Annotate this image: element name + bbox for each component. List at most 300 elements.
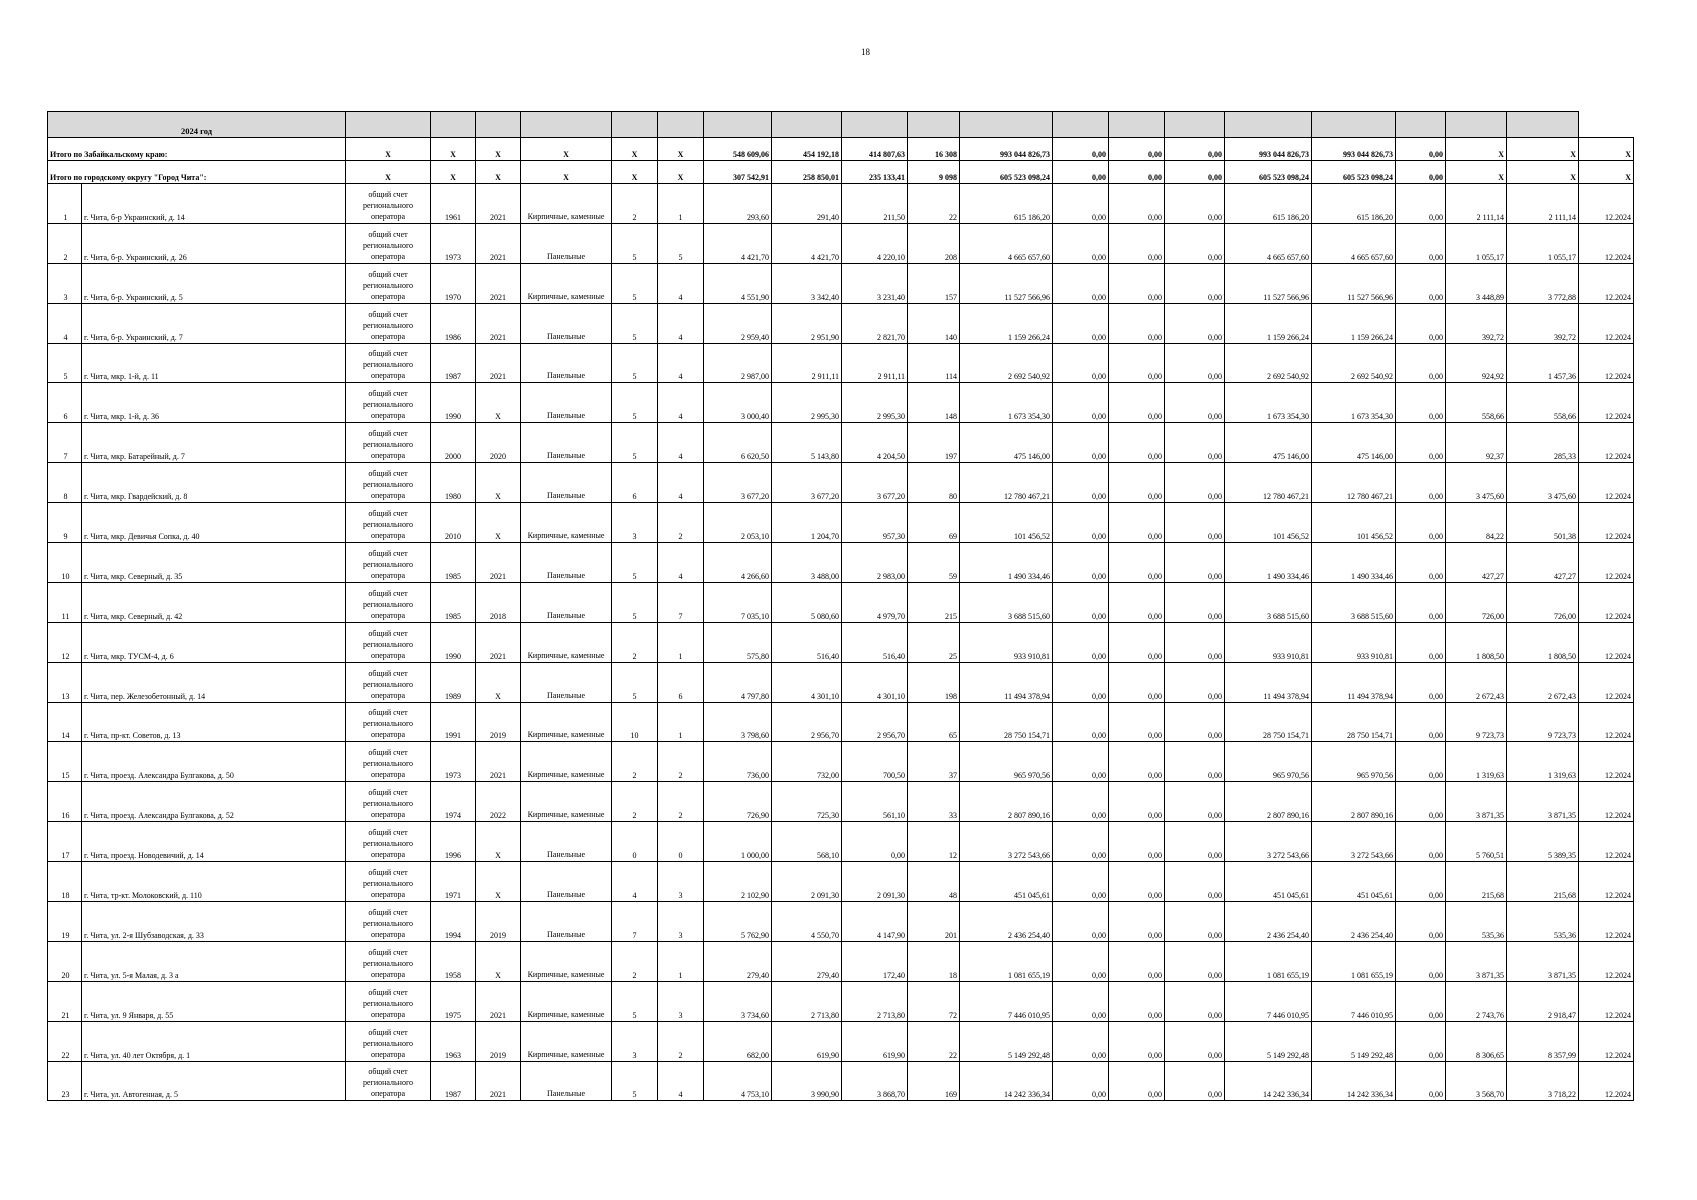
value-cell: 2 692 540,92 [1225,343,1312,383]
address-cell: г. Чита, тр-кт. Молоковский, д. 110 [82,862,346,902]
value-cell: 0,00 [1053,263,1109,303]
value-cell: 11 527 566,96 [1312,263,1396,303]
value-cell: 80 [908,463,960,503]
value-cell: 1 808,50 [1446,622,1507,662]
value-cell: 0,00 [1396,582,1446,622]
account-type-cell: общий счет регионального оператора [346,463,431,503]
built-year-cell: 1990 [431,383,476,423]
value-cell: 140 [908,303,960,343]
value-cell: 0,00 [1165,622,1225,662]
account-type-cell: общий счет регионального оператора [346,782,431,822]
value-cell: 2 951,90 [772,303,842,343]
value-cell: 12.2024 [1579,503,1634,543]
total-cell: X [612,161,658,184]
value-cell: 0,00 [1053,1021,1109,1061]
value-cell: 575,80 [704,622,772,662]
value-cell: 451 045,61 [960,862,1053,902]
address-cell: г. Чита, мкр. ТУСМ-4, д. 6 [82,622,346,662]
value-cell: 558,66 [1507,383,1579,423]
built-year-cell: 1986 [431,303,476,343]
entrances-cell: 7 [658,582,704,622]
wall-material-cell: Панельные [521,582,612,622]
value-cell: 957,30 [842,503,908,543]
value-cell: 0,00 [1053,503,1109,543]
wall-material-cell: Панельные [521,543,612,583]
value-cell: 12.2024 [1579,543,1634,583]
value-cell: 561,10 [842,782,908,822]
value-cell: 475 146,00 [1225,423,1312,463]
value-cell: 172,40 [842,941,908,981]
value-cell: 169 [908,1061,960,1101]
value-cell: 28 750 154,71 [960,702,1053,742]
account-type-cell: общий счет регионального оператора [346,1021,431,1061]
value-cell: 0,00 [1053,662,1109,702]
value-cell: 12.2024 [1579,343,1634,383]
value-cell: 2 436 254,40 [1225,902,1312,942]
value-cell: 0,00 [1053,543,1109,583]
account-type-cell: общий счет регионального оператора [346,582,431,622]
wall-material-cell: Панельные [521,463,612,503]
total-cell: 258 850,01 [772,161,842,184]
value-cell: 28 750 154,71 [1225,702,1312,742]
repair-year-cell: 2019 [476,1021,521,1061]
floors-cell: 10 [612,702,658,742]
repair-year-cell: 2021 [476,343,521,383]
total-cell: 993 044 826,73 [1312,138,1396,161]
account-type-cell: общий счет регионального оператора [346,503,431,543]
row-number: 4 [48,303,82,343]
value-cell: 965 970,56 [1312,742,1396,782]
value-cell: 5 149 292,48 [1225,1021,1312,1061]
value-cell: 7 446 010,95 [1225,981,1312,1021]
value-cell: 725,30 [772,782,842,822]
address-cell: г. Чита, ул. Автогенная, д. 5 [82,1061,346,1101]
value-cell: 215,68 [1507,862,1579,902]
value-cell: 0,00 [1396,1021,1446,1061]
value-cell: 0,00 [1396,662,1446,702]
wall-material-cell: Панельные [521,862,612,902]
row-number: 21 [48,981,82,1021]
value-cell: 0,00 [1109,263,1165,303]
built-year-cell: 1985 [431,543,476,583]
total-cell: 993 044 826,73 [1225,138,1312,161]
value-cell: 1 055,17 [1446,223,1507,263]
value-cell: 3 000,40 [704,383,772,423]
value-cell: 0,00 [1396,742,1446,782]
floors-cell: 3 [612,1021,658,1061]
year-header-row [48,112,1634,138]
floors-cell: 5 [612,303,658,343]
wall-material-cell: Панельные [521,303,612,343]
row-number: 10 [48,543,82,583]
address-cell: г. Чита, пр-кт. Советов, д. 13 [82,702,346,742]
floors-cell: 2 [612,742,658,782]
value-cell: 3 272 543,66 [1312,822,1396,862]
address-cell: г. Чита, б-р Украинский, д. 14 [82,184,346,224]
value-cell: 12.2024 [1579,981,1634,1021]
floors-cell: 4 [612,862,658,902]
address-cell: г. Чита, проезд. Александра Булгакова, д. 52 [82,782,346,822]
total-cell: X [476,161,521,184]
value-cell: 12.2024 [1579,862,1634,902]
value-cell: 6 620,50 [704,423,772,463]
value-cell: 157 [908,263,960,303]
value-cell: 12.2024 [1579,822,1634,862]
value-cell: 933 910,81 [1312,622,1396,662]
value-cell: 0,00 [1165,543,1225,583]
value-cell: 101 456,52 [1225,503,1312,543]
value-cell: 101 456,52 [1312,503,1396,543]
value-cell: 2 672,43 [1507,662,1579,702]
total-cell: 414 807,63 [842,138,908,161]
value-cell: 12.2024 [1579,782,1634,822]
value-cell: 198 [908,662,960,702]
value-cell: 208 [908,223,960,263]
total-cell: 993 044 826,73 [960,138,1053,161]
wall-material-cell: Панельные [521,902,612,942]
value-cell: 4 220,10 [842,223,908,263]
value-cell: 5 762,90 [704,902,772,942]
wall-material-cell: Кирпичные, каменные [521,981,612,1021]
floors-cell: 5 [612,263,658,303]
repair-year-cell: X [476,503,521,543]
value-cell: 2 111,14 [1507,184,1579,224]
value-cell: 59 [908,543,960,583]
value-cell: 0,00 [1109,742,1165,782]
value-cell: 2 807 890,16 [960,782,1053,822]
value-cell: 4 979,70 [842,582,908,622]
total-label: Итого по Забайкальскому краю: [48,138,346,161]
value-cell: 0,00 [1109,184,1165,224]
wall-material-cell: Панельные [521,223,612,263]
table-row [48,862,1634,902]
row-number: 20 [48,941,82,981]
value-cell: 3 448,89 [1446,263,1507,303]
value-cell: 11 527 566,96 [960,263,1053,303]
row-number: 8 [48,463,82,503]
value-cell: 0,00 [1396,1061,1446,1101]
row-number: 22 [48,1021,82,1061]
built-year-cell: 1987 [431,343,476,383]
built-year-cell: 1961 [431,184,476,224]
value-cell: 475 146,00 [1312,423,1396,463]
total-cell: X [658,161,704,184]
value-cell: 0,00 [1109,862,1165,902]
value-cell: 7 446 010,95 [1312,981,1396,1021]
value-cell: 451 045,61 [1225,862,1312,902]
entrances-cell: 2 [658,782,704,822]
floors-cell: 5 [612,423,658,463]
value-cell: 0,00 [1053,343,1109,383]
value-cell: 0,00 [1109,941,1165,981]
value-cell: 732,00 [772,742,842,782]
built-year-cell: 1980 [431,463,476,503]
value-cell: 48 [908,862,960,902]
repair-year-cell: 2018 [476,582,521,622]
value-cell: 114 [908,343,960,383]
value-cell: 0,00 [1165,383,1225,423]
repair-year-cell: 2021 [476,184,521,224]
value-cell: 12.2024 [1579,742,1634,782]
value-cell: 726,90 [704,782,772,822]
value-cell: 2 807 890,16 [1312,782,1396,822]
row-number: 1 [48,184,82,224]
value-cell: 726,00 [1507,582,1579,622]
wall-material-cell: Кирпичные, каменные [521,941,612,981]
built-year-cell: 1990 [431,622,476,662]
value-cell: 1 159 266,24 [1225,303,1312,343]
value-cell: 2 436 254,40 [960,902,1053,942]
value-cell: 69 [908,503,960,543]
table-row [48,1021,1634,1061]
address-cell: г. Чита, ул. 2-я Шубзаводская, д. 33 [82,902,346,942]
wall-material-cell: Панельные [521,662,612,702]
total-cell: X [1446,138,1507,161]
value-cell: 12.2024 [1579,1061,1634,1101]
total-cell: X [431,161,476,184]
value-cell: 215,68 [1446,862,1507,902]
entrances-cell: 1 [658,941,704,981]
value-cell: 2 987,00 [704,343,772,383]
value-cell: 682,00 [704,1021,772,1061]
built-year-cell: 1985 [431,582,476,622]
table-row [48,303,1634,343]
entrances-cell: 2 [658,503,704,543]
total-cell: 0,00 [1165,161,1225,184]
address-cell: г. Чита, мкр. 1-й, д. 36 [82,383,346,423]
value-cell: 2 102,90 [704,862,772,902]
repair-year-cell: 2019 [476,902,521,942]
value-cell: 5 149 292,48 [960,1021,1053,1061]
value-cell: 293,60 [704,184,772,224]
value-cell: 0,00 [1165,902,1225,942]
table-row [48,423,1634,463]
value-cell: 0,00 [1165,662,1225,702]
housing-repair-table [47,111,1634,1101]
table-row [48,742,1634,782]
value-cell: 215 [908,582,960,622]
value-cell: 924,92 [1446,343,1507,383]
total-cell: X [1446,161,1507,184]
table-row [48,582,1634,622]
repair-year-cell: 2021 [476,303,521,343]
value-cell: 1 673 354,30 [1312,383,1396,423]
total-cell: 548 609,06 [704,138,772,161]
value-cell: 0,00 [1053,383,1109,423]
value-cell: 12.2024 [1579,622,1634,662]
account-type-cell: общий счет регионального оператора [346,303,431,343]
account-type-cell: общий счет регионального оператора [346,184,431,224]
table-row [48,822,1634,862]
row-number: 2 [48,223,82,263]
value-cell: 0,00 [1053,742,1109,782]
value-cell: 18 [908,941,960,981]
entrances-cell: 5 [658,223,704,263]
total-cell: X [521,138,612,161]
value-cell: 3 734,60 [704,981,772,1021]
value-cell: 4 665 657,60 [1225,223,1312,263]
value-cell: 1 000,00 [704,822,772,862]
value-cell: 1 204,70 [772,503,842,543]
built-year-cell: 1973 [431,223,476,263]
row-number: 12 [48,622,82,662]
value-cell: 0,00 [1053,303,1109,343]
table-row [48,383,1634,423]
total-cell: X [658,138,704,161]
value-cell: 0,00 [1165,423,1225,463]
value-cell: 2 995,30 [772,383,842,423]
wall-material-cell: Кирпичные, каменные [521,184,612,224]
value-cell: 558,66 [1446,383,1507,423]
value-cell: 0,00 [1053,463,1109,503]
floors-cell: 5 [612,662,658,702]
repair-year-cell: 2019 [476,702,521,742]
value-cell: 3 231,40 [842,263,908,303]
value-cell: 12 780 467,21 [1312,463,1396,503]
value-cell: 2 672,43 [1446,662,1507,702]
value-cell: 4 421,70 [772,223,842,263]
value-cell: 0,00 [1396,782,1446,822]
value-cell: 4 147,90 [842,902,908,942]
value-cell: 5 389,35 [1507,822,1579,862]
value-cell: 615 186,20 [960,184,1053,224]
value-cell: 392,72 [1446,303,1507,343]
table-row [48,343,1634,383]
value-cell: 279,40 [704,941,772,981]
wall-material-cell: Кирпичные, каменные [521,702,612,742]
value-cell: 0,00 [1109,343,1165,383]
value-cell: 2 956,70 [842,702,908,742]
value-cell: 14 242 336,34 [1312,1061,1396,1101]
value-cell: 25 [908,622,960,662]
value-cell: 0,00 [1165,1061,1225,1101]
repair-year-cell: 2021 [476,543,521,583]
entrances-cell: 4 [658,263,704,303]
value-cell: 2 692 540,92 [960,343,1053,383]
built-year-cell: 1991 [431,702,476,742]
value-cell: 0,00 [1396,263,1446,303]
value-cell: 0,00 [1109,622,1165,662]
value-cell: 4 421,70 [704,223,772,263]
value-cell: 736,00 [704,742,772,782]
total-cell: X [346,161,431,184]
value-cell: 3 568,70 [1446,1061,1507,1101]
value-cell: 0,00 [1109,503,1165,543]
total-cell: X [1579,161,1634,184]
value-cell: 2 111,14 [1446,184,1507,224]
built-year-cell: 1958 [431,941,476,981]
value-cell: 1 808,50 [1507,622,1579,662]
value-cell: 3 772,88 [1507,263,1579,303]
value-cell: 2 692 540,92 [1312,343,1396,383]
value-cell: 5 143,80 [772,423,842,463]
value-cell: 1 490 334,46 [1225,543,1312,583]
value-cell: 28 750 154,71 [1312,702,1396,742]
value-cell: 4 301,10 [772,662,842,702]
address-cell: г. Чита, ул. 9 Января, д. 55 [82,981,346,1021]
value-cell: 4 753,10 [704,1061,772,1101]
entrances-cell: 1 [658,622,704,662]
account-type-cell: общий счет регионального оператора [346,862,431,902]
table-row [48,902,1634,942]
floors-cell: 5 [612,981,658,1021]
value-cell: 0,00 [1396,941,1446,981]
value-cell: 0,00 [1396,702,1446,742]
wall-material-cell: Кирпичные, каменные [521,782,612,822]
entrances-cell: 3 [658,862,704,902]
total-cell: 307 542,91 [704,161,772,184]
address-cell: г. Чита, б-р. Украинский, д. 5 [82,263,346,303]
value-cell: 7 035,10 [704,582,772,622]
value-cell: 2 713,80 [842,981,908,1021]
row-number: 13 [48,662,82,702]
total-cell: X [521,161,612,184]
value-cell: 0,00 [1165,582,1225,622]
total-cell: X [1579,138,1634,161]
repair-year-cell: X [476,383,521,423]
value-cell: 0,00 [1109,902,1165,942]
value-cell: 1 159 266,24 [960,303,1053,343]
row-number: 3 [48,263,82,303]
value-cell: 3 677,20 [772,463,842,503]
value-cell: 12 780 467,21 [960,463,1053,503]
value-cell: 0,00 [1109,223,1165,263]
value-cell: 0,00 [1396,862,1446,902]
value-cell: 965 970,56 [1225,742,1312,782]
address-cell: г. Чита, мкр. Девичья Сопка, д. 40 [82,503,346,543]
value-cell: 2 911,11 [772,343,842,383]
wall-material-cell: Кирпичные, каменные [521,742,612,782]
value-cell: 0,00 [1109,383,1165,423]
value-cell: 451 045,61 [1312,862,1396,902]
value-cell: 0,00 [1053,423,1109,463]
value-cell: 1 490 334,46 [960,543,1053,583]
value-cell: 4 301,10 [842,662,908,702]
value-cell: 4 665 657,60 [1312,223,1396,263]
address-cell: г. Чита, ул. 5-я Малая, д. 3 а [82,941,346,981]
entrances-cell: 4 [658,383,704,423]
repair-year-cell: 2021 [476,223,521,263]
value-cell: 615 186,20 [1312,184,1396,224]
row-number: 9 [48,503,82,543]
value-cell: 9 723,73 [1507,702,1579,742]
value-cell: 14 242 336,34 [1225,1061,1312,1101]
value-cell: 9 723,73 [1446,702,1507,742]
wall-material-cell: Панельные [521,423,612,463]
value-cell: 0,00 [1396,463,1446,503]
value-cell: 3 871,35 [1446,782,1507,822]
value-cell: 0,00 [1165,263,1225,303]
value-cell: 201 [908,902,960,942]
floors-cell: 5 [612,223,658,263]
value-cell: 37 [908,742,960,782]
total-cell: X [1507,161,1579,184]
value-cell: 0,00 [1165,742,1225,782]
value-cell: 2 743,76 [1446,981,1507,1021]
row-number: 7 [48,423,82,463]
value-cell: 392,72 [1507,303,1579,343]
value-cell: 285,33 [1507,423,1579,463]
value-cell: 933 910,81 [1225,622,1312,662]
value-cell: 1 673 354,30 [960,383,1053,423]
repair-year-cell: 2021 [476,742,521,782]
entrances-cell: 1 [658,184,704,224]
value-cell: 3 688 515,60 [1225,582,1312,622]
value-cell: 0,00 [1165,503,1225,543]
value-cell: 0,00 [1165,981,1225,1021]
account-type-cell: общий счет регионального оператора [346,662,431,702]
address-cell: г. Чита, мкр. Батарейный, д. 7 [82,423,346,463]
